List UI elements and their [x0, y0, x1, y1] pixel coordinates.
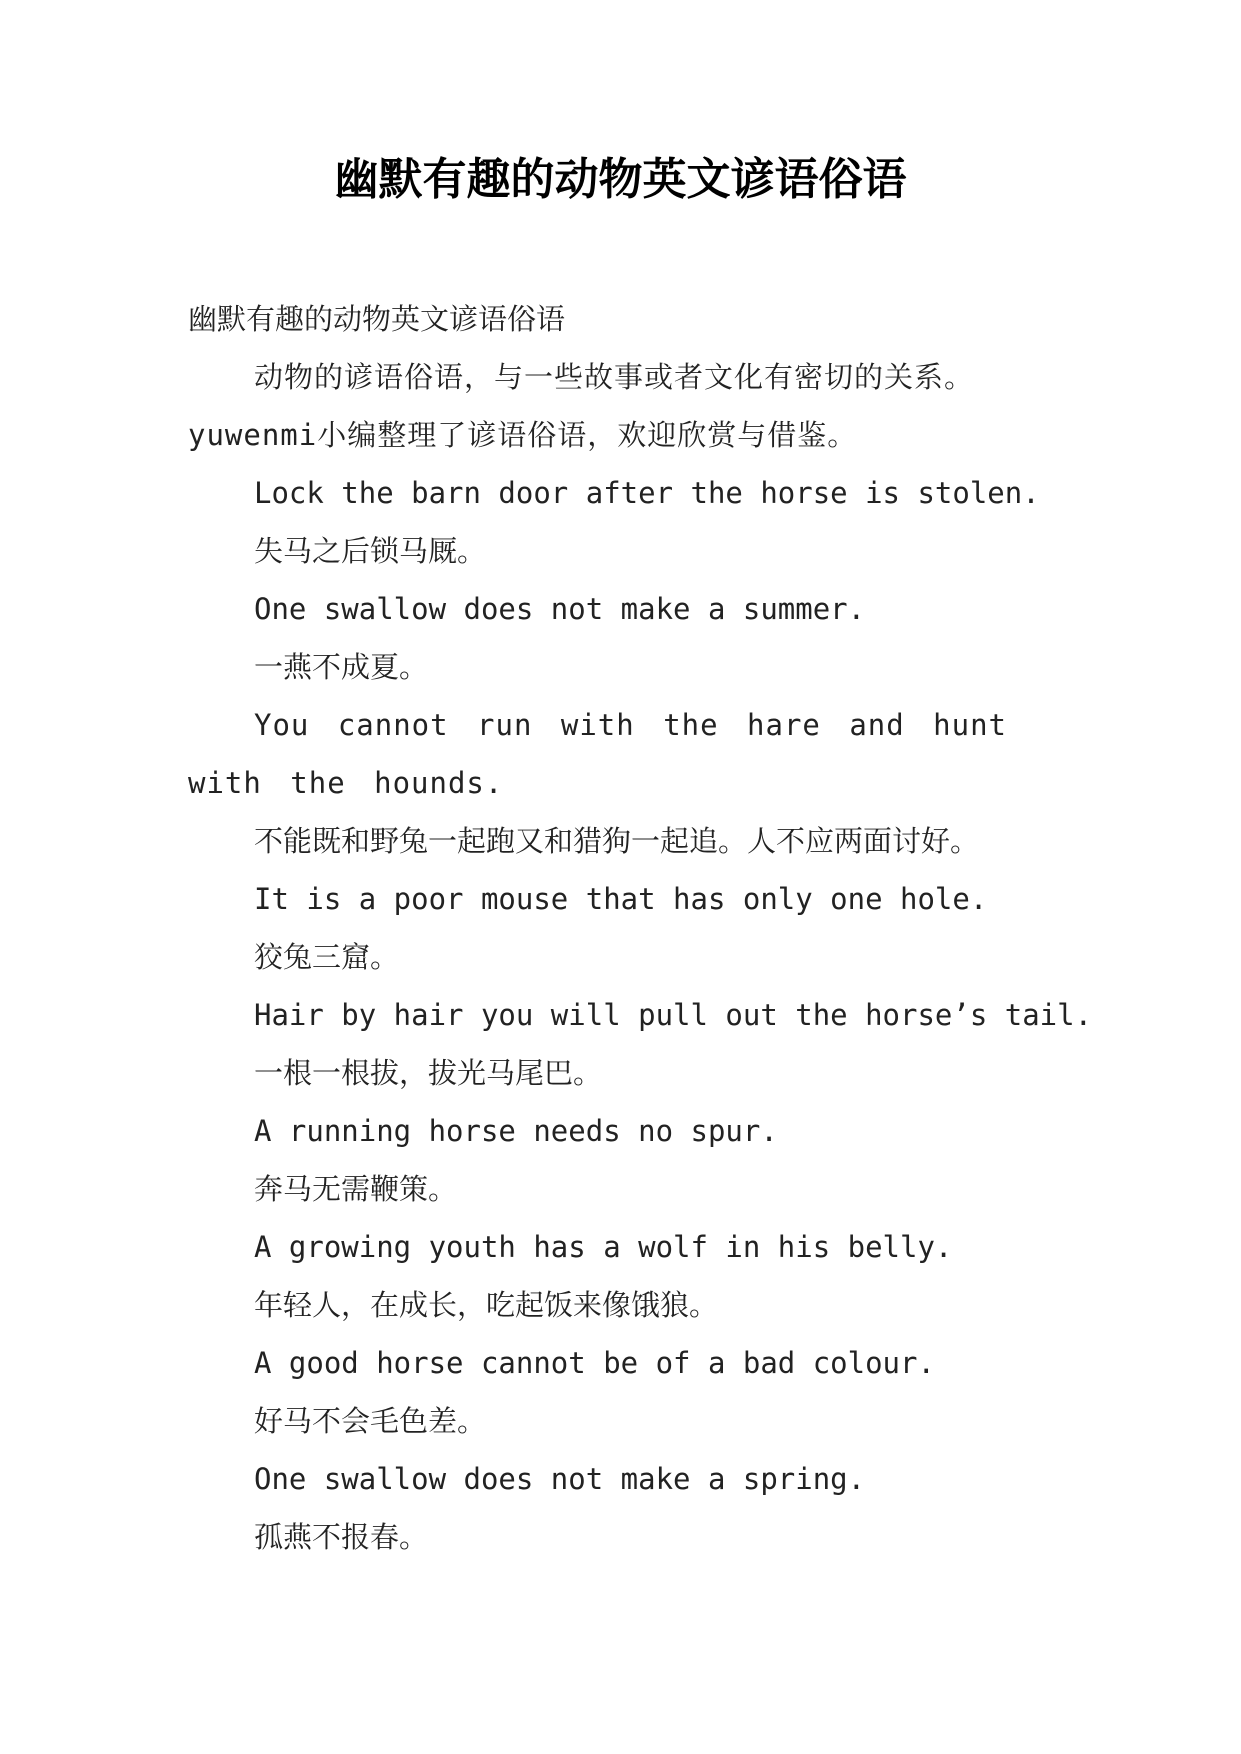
proverb-english: A growing youth has a wolf in his belly.: [254, 1230, 953, 1264]
proverb-chinese: 孤燕不报春。: [254, 1520, 429, 1554]
proverb-chinese: 年轻人，在成长，吃起饭来像饿狼。: [254, 1288, 719, 1322]
proverb-chinese: 失马之后锁马厩。: [254, 534, 487, 568]
proverb-chinese: 一燕不成夏。: [254, 650, 429, 684]
proverb-english: Lock the barn door after the horse is stolen.: [254, 476, 1040, 510]
document-body: [188, 290, 1093, 1566]
proverb-english: A good horse cannot be of a bad colour.: [254, 1346, 935, 1380]
proverb-chinese: 奔马无需鞭策。: [254, 1172, 458, 1206]
document-title: 幽默有趣的动物英文谚语俗语: [334, 154, 907, 205]
section-heading: 幽默有趣的动物英文谚语俗语: [188, 302, 566, 336]
proverb-chinese: 狡兔三窟。: [254, 940, 400, 974]
proverb-english: A running horse needs no spur.: [254, 1114, 778, 1148]
proverb-chinese: 好马不会毛色差。: [254, 1404, 487, 1438]
proverb-chinese: 一根一根拔，拔光马尾巴。: [254, 1056, 603, 1090]
intro-paragraph: 动物的谚语俗语，与一些故事或者文化有密切的关系。yuwenmi小编整理了谚语俗语，欢迎欣赏与借鉴。: [188, 360, 975, 452]
proverb-english: Hair by hair you will pull out the horse’s tail.: [254, 998, 1093, 1032]
proverb-english: You cannot run with the hare and hunt with the hounds.: [188, 708, 1008, 800]
proverb-chinese: 不能既和野兔一起跑又和猎狗一起追。人不应两面讨好。: [254, 824, 980, 858]
proverb-english: One swallow does not make a spring.: [254, 1462, 866, 1496]
proverb-english: One swallow does not make a summer.: [254, 592, 866, 626]
proverb-english: It is a poor mouse that has only one hole.: [254, 882, 988, 916]
